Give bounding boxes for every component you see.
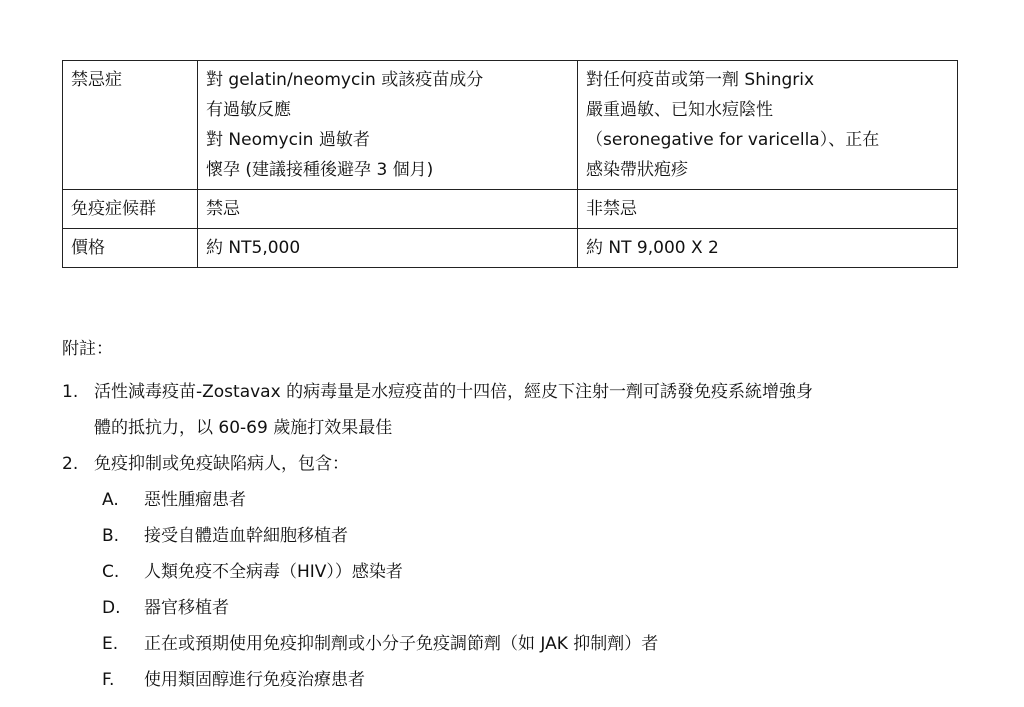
zostavax-cell — [198, 61, 578, 190]
zostavax-cell — [198, 229, 578, 268]
cell-line: 對 Neomycin 過敏者 — [206, 130, 370, 150]
note-number: 2. — [62, 454, 79, 474]
zostavax-cell — [198, 190, 578, 229]
cell-line: 對任何疫苗或第一劑 Shingrix — [586, 70, 815, 90]
cell-line: 非禁忌 — [586, 199, 637, 219]
cell-line: 感染帶狀疱疹 — [586, 160, 688, 180]
shingrix-cell — [578, 190, 958, 229]
notes-heading: 附註： — [62, 339, 113, 359]
note-text: 免疫抑制或免疫缺陷病人，包含： — [94, 454, 349, 474]
list-text: 人類免疫不全病毒（HIV））感染者 — [144, 562, 403, 582]
list-letter: E. — [102, 634, 119, 654]
cell-line: 有過敏反應 — [206, 100, 291, 120]
shingrix-cell — [578, 229, 958, 268]
list-item — [62, 518, 967, 554]
list-letter: B. — [102, 526, 120, 546]
list-letter: C. — [102, 562, 120, 582]
row-label: 價格 — [63, 229, 198, 268]
notes-section — [62, 334, 967, 698]
list-text: 惡性腫瘤患者 — [144, 490, 246, 510]
note-text: 活性減毒疫苗-Zostavax 的病毒量是水痘疫苗的十四倍，經皮下注射一劑可誘發免疫系統增強身 — [94, 382, 814, 402]
shingrix-cell — [578, 61, 958, 190]
list-letter: D. — [102, 598, 121, 618]
row-label: 免疫症候群 — [63, 190, 198, 229]
table-row-immune-syndrome — [63, 190, 958, 229]
cell-line: 對 gelatin/neomycin 或該疫苗成分 — [206, 70, 484, 90]
list-text: 正在或預期使用免疫抑制劑或小分子免疫調節劑（如 JAK 抑制劑）者 — [144, 634, 659, 654]
row-label: 禁忌症 — [63, 61, 198, 190]
cell-line: 禁忌 — [206, 199, 240, 219]
note-number: 1. — [62, 382, 79, 402]
table-row-price — [63, 229, 958, 268]
note-item — [62, 446, 967, 482]
immunocompromised-list — [62, 482, 967, 698]
cell-line: 約 NT5,000 — [206, 238, 301, 258]
vaccine-comparison-table — [62, 60, 958, 268]
list-item — [62, 590, 967, 626]
cell-line: 懷孕 (建議接種後避孕 3 個月) — [206, 160, 434, 180]
list-item — [62, 662, 967, 698]
list-item — [62, 626, 967, 662]
list-item — [62, 554, 967, 590]
list-text: 器官移植者 — [144, 598, 229, 618]
list-text: 接受自體造血幹細胞移植者 — [144, 526, 348, 546]
list-text: 使用類固醇進行免疫治療患者 — [144, 670, 365, 690]
note-item — [62, 374, 967, 446]
list-letter: A. — [102, 490, 119, 510]
list-letter: F. — [102, 670, 115, 690]
cell-line: 嚴重過敏、已知水痘陰性 — [586, 100, 773, 120]
table-row-contraindications — [63, 61, 958, 190]
note-text: 體的抵抗力，以 60-69 歲施打效果最佳 — [94, 418, 393, 438]
cell-line: 約 NT 9,000 X 2 — [586, 238, 719, 258]
cell-line: （seronegative for varicella）、正在 — [586, 130, 880, 150]
list-item — [62, 482, 967, 518]
